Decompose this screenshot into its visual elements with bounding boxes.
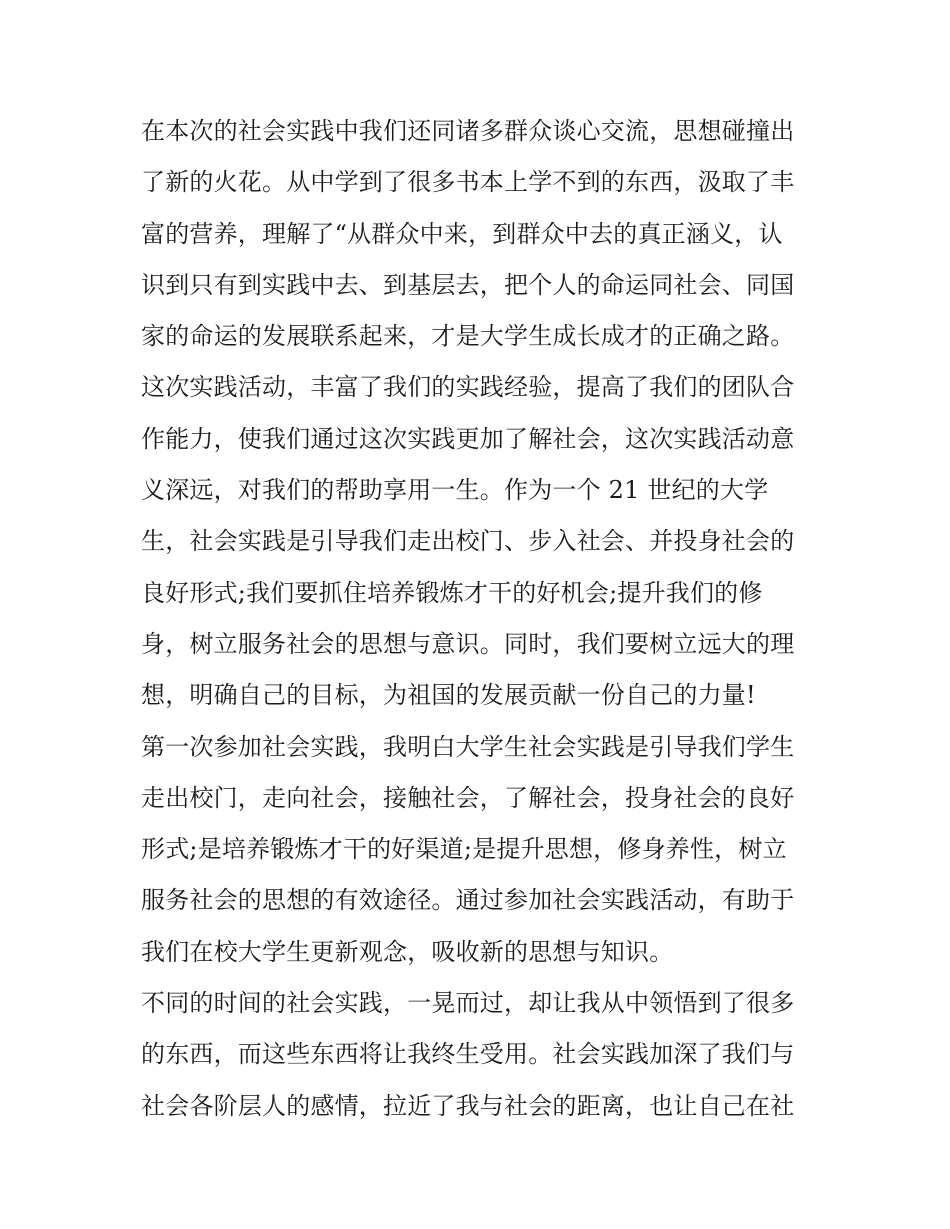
text-line: 这次实践活动，丰富了我们的实践经验，提高了我们的团队合 bbox=[141, 373, 795, 402]
text-line: 家的命运的发展联系起来，才是大学生成长成才的正确之路。 bbox=[141, 322, 795, 351]
text-line: 良好形式;我们要抓住培养锻炼才干的好机会;提升我们的修 bbox=[141, 578, 763, 607]
text-line: 不同的时间的社会实践，一晃而过，却让我从中领悟到了很多 bbox=[141, 989, 795, 1018]
body-text bbox=[141, 106, 821, 1132]
text-line: 在本次的社会实践中我们还同诸多群众谈心交流，思想碰撞出 bbox=[141, 117, 795, 145]
text-line: 了新的火花。从中学到了很多书本上学不到的东西，汲取了丰 bbox=[141, 168, 795, 197]
text-line: 第一次参加社会实践，我明白大学生社会实践是引导我们学生 bbox=[141, 732, 795, 761]
text-line: 的东西，而这些东西将让我终生受用。社会实践加深了我们与 bbox=[141, 1040, 795, 1069]
text-line: 生，社会实践是引导我们走出校门、步入社会、并投身社会的 bbox=[141, 527, 795, 556]
text-line: 走出校门，走向社会，接触社会，了解社会，投身社会的良好 bbox=[141, 783, 795, 812]
text-line: 形式;是培养锻炼才干的好渠道;是提升思想，修身养性，树立 bbox=[141, 835, 787, 864]
text-line: 身，树立服务社会的思想与意识。同时，我们要树立远大的理 bbox=[141, 629, 795, 658]
text-line: 识到只有到实践中去、到基层去，把个人的命运同社会、同国 bbox=[141, 270, 795, 299]
text-line: 想，明确自己的目标，为祖国的发展贡献一份自己的力量! bbox=[141, 681, 756, 710]
text-line: 社会各阶层人的感情，拉近了我与社会的距离，也让自己在社 bbox=[141, 1091, 795, 1120]
text-line: 富的营养，理解了“从群众中来，到群众中去的真正涵义，认 bbox=[141, 219, 783, 248]
text-line: 服务社会的思想的有效途径。通过参加社会实践活动，有助于 bbox=[141, 886, 795, 915]
text-line: 作能力，使我们通过这次实践更加了解社会，这次实践活动意 bbox=[141, 424, 795, 453]
text-line: 我们在校大学生更新观念，吸收新的思想与知识。 bbox=[141, 937, 674, 966]
text-line: 义深远，对我们的帮助享用一生。作为一个 21 世纪的大学 bbox=[141, 476, 769, 505]
